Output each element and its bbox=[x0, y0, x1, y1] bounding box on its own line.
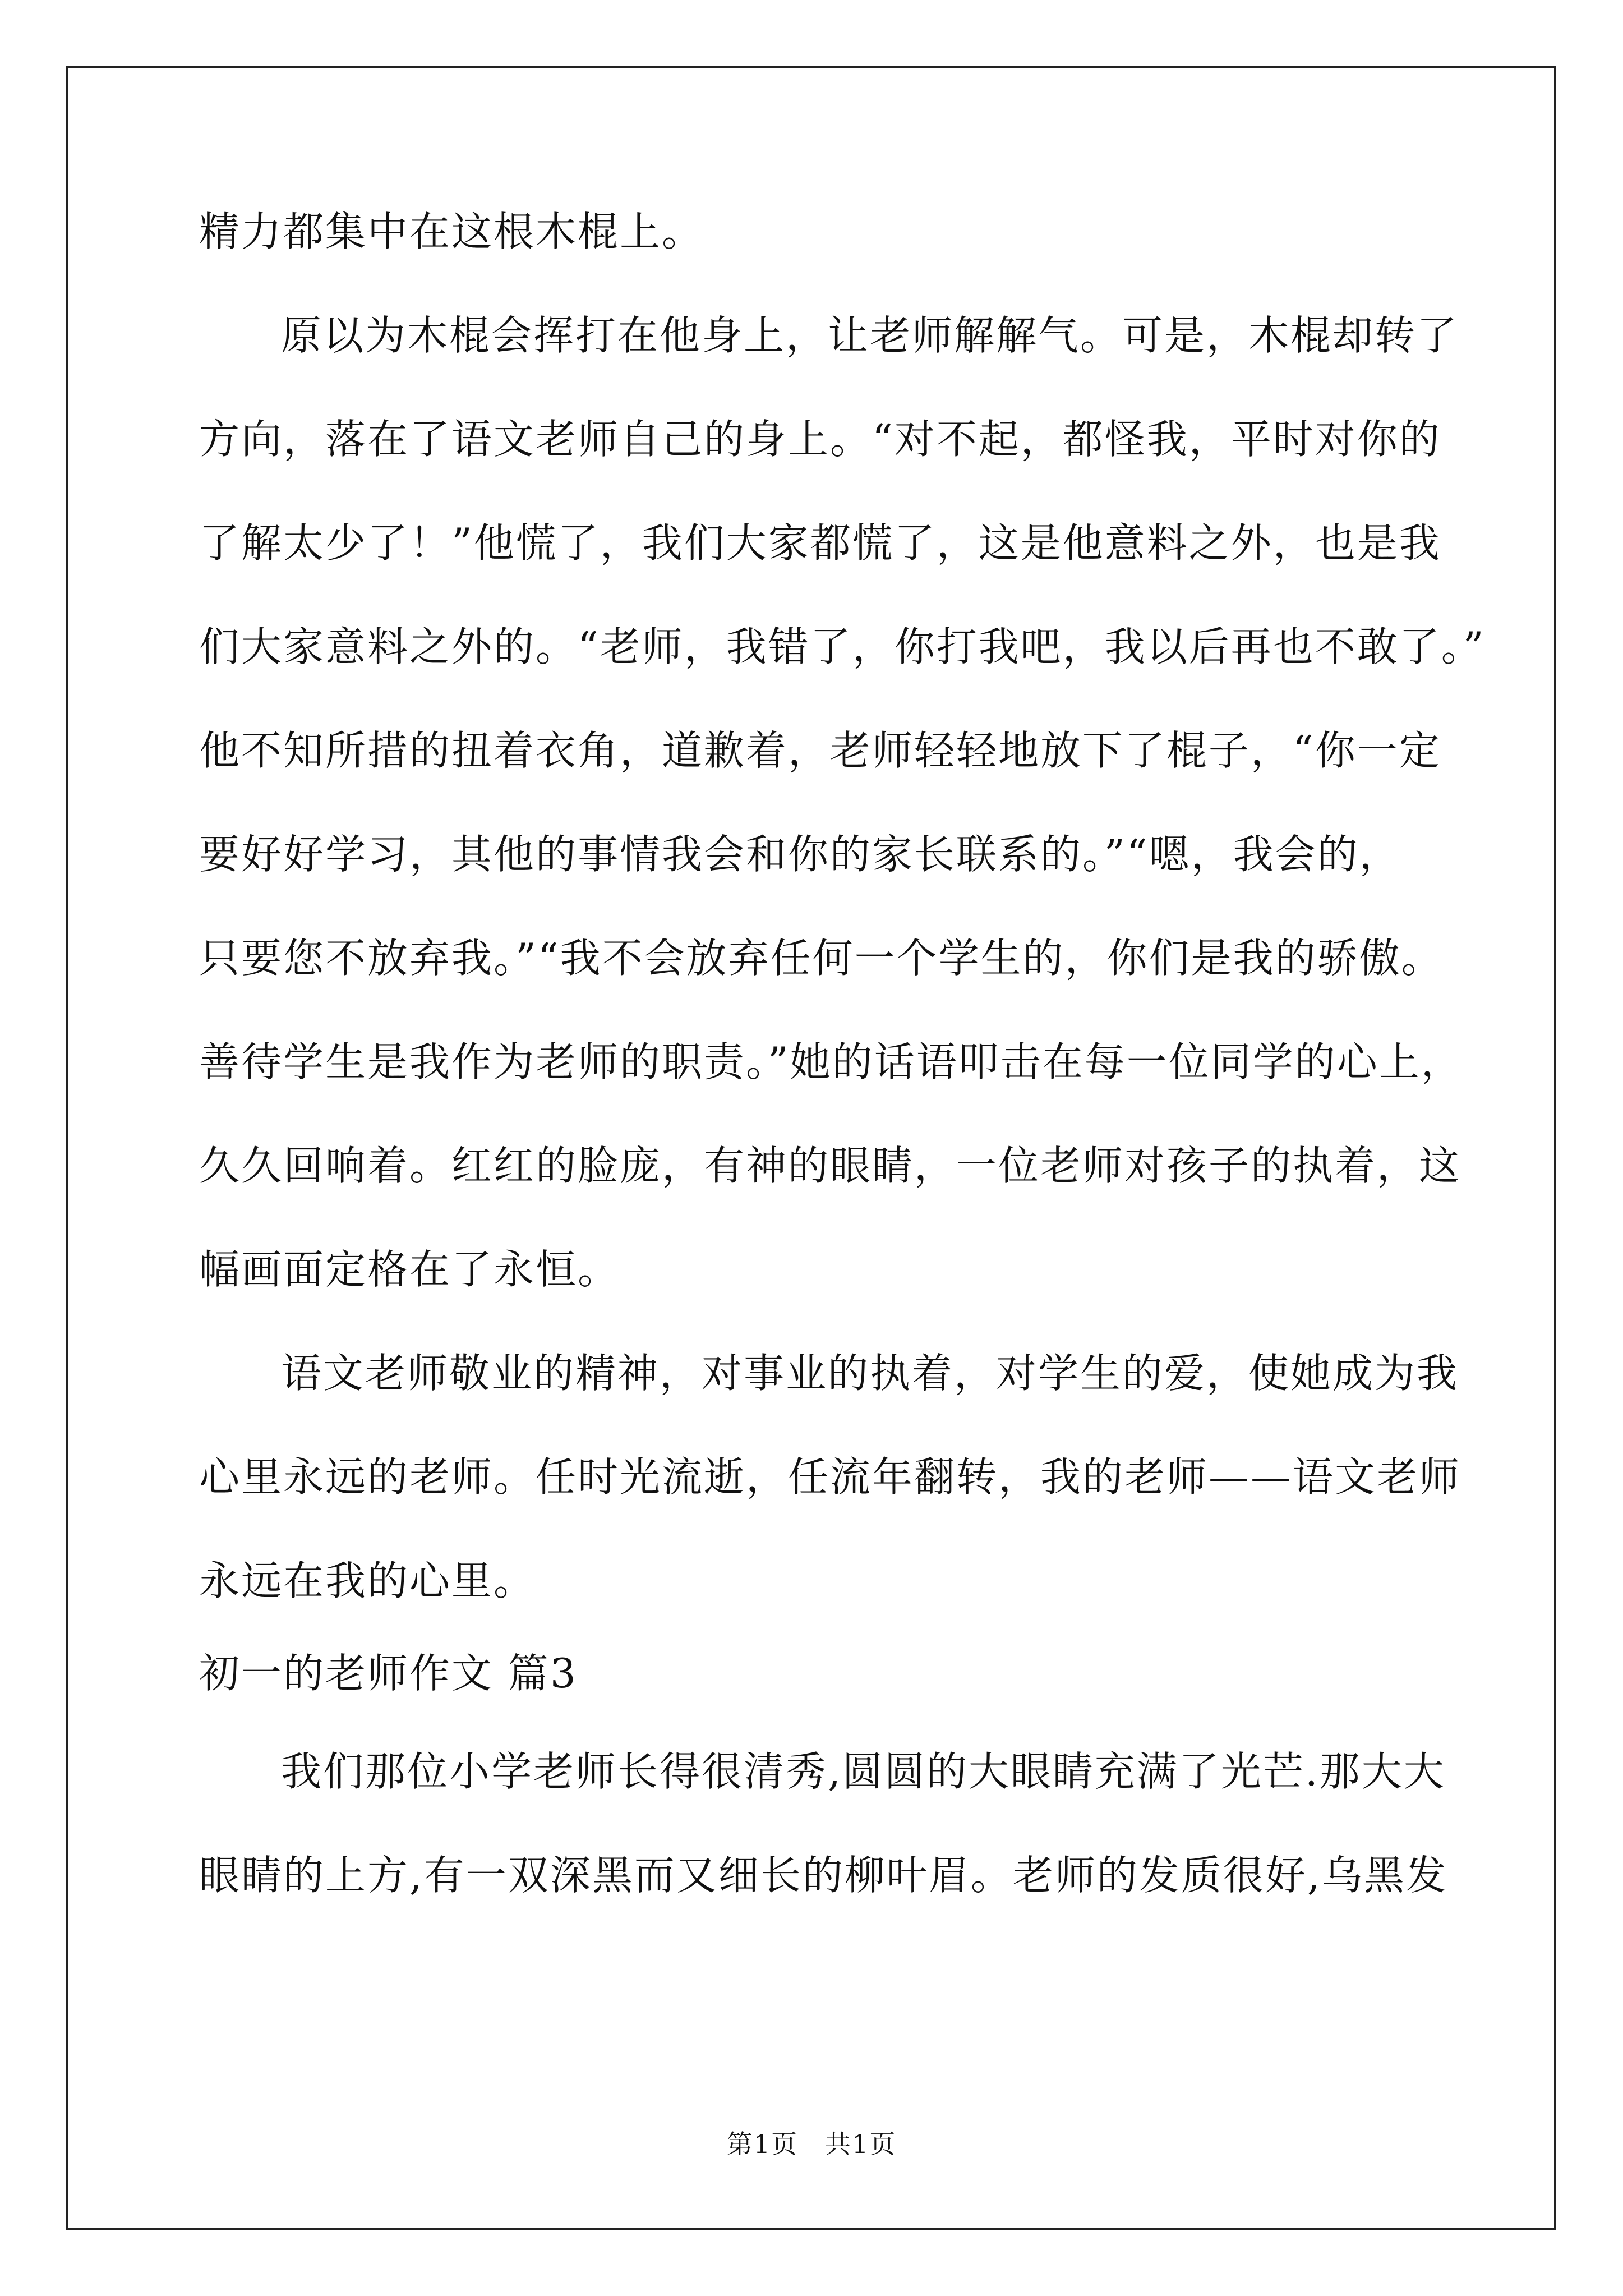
page-footer: 第1页 共1页 bbox=[726, 2129, 897, 2159]
section-heading: 初一的老师作文 篇3 bbox=[199, 1650, 578, 1697]
paragraph-start-line: 语文老师敬业的精神，对事业的执着，对学生的爱，使她成为我 bbox=[281, 1350, 1459, 1397]
text-line: 善待学生是我作为老师的职责。”她的话语叩击在每一位同学的心上， bbox=[199, 1038, 1463, 1085]
text-line: 只要您不放弃我。”“我不会放弃任何一个学生的，你们是我的骄傲。 bbox=[199, 935, 1444, 982]
text-line: 永远在我的心里。 bbox=[199, 1557, 536, 1604]
text-line: 要好好学习，其他的事情我会和你的家长联系的。”“嗯，我会的， bbox=[199, 831, 1401, 878]
text-line: 幅画面定格在了永恒。 bbox=[199, 1246, 620, 1293]
text-line: 了解太少了！”他慌了，我们大家都慌了，这是他意料之外，也是我 bbox=[199, 519, 1441, 567]
text-line: 们大家意料之外的。“老师，我错了，你打我吧，我以后再也不敢了。” bbox=[199, 623, 1486, 670]
text-line: 眼睛的上方,有一双深黑而又细长的柳叶眉。老师的发质很好,乌黑发 bbox=[199, 1852, 1448, 1899]
paragraph-start-line: 我们那位小学老师长得很清秀,圆圆的大眼睛充满了光芒.那大大 bbox=[281, 1748, 1446, 1795]
paragraph-start-line: 原以为木棍会挥打在他身上，让老师解解气。可是，木棍却转了 bbox=[281, 312, 1459, 359]
text-line: 他不知所措的扭着衣角，道歉着，老师轻轻地放下了棍子，“你一定 bbox=[199, 727, 1441, 774]
text-line: 方向，落在了语文老师自己的身上。“对不起，都怪我，平时对你的 bbox=[199, 416, 1441, 463]
text-line: 精力都集中在这根木棍上。 bbox=[199, 208, 704, 255]
text-line: 久久回响着。红红的脸庞，有神的眼睛，一位老师对孩子的执着，这 bbox=[199, 1142, 1461, 1189]
text-line: 心里永远的老师。任时光流逝，任流年翻转，我的老师——语文老师 bbox=[199, 1453, 1461, 1501]
